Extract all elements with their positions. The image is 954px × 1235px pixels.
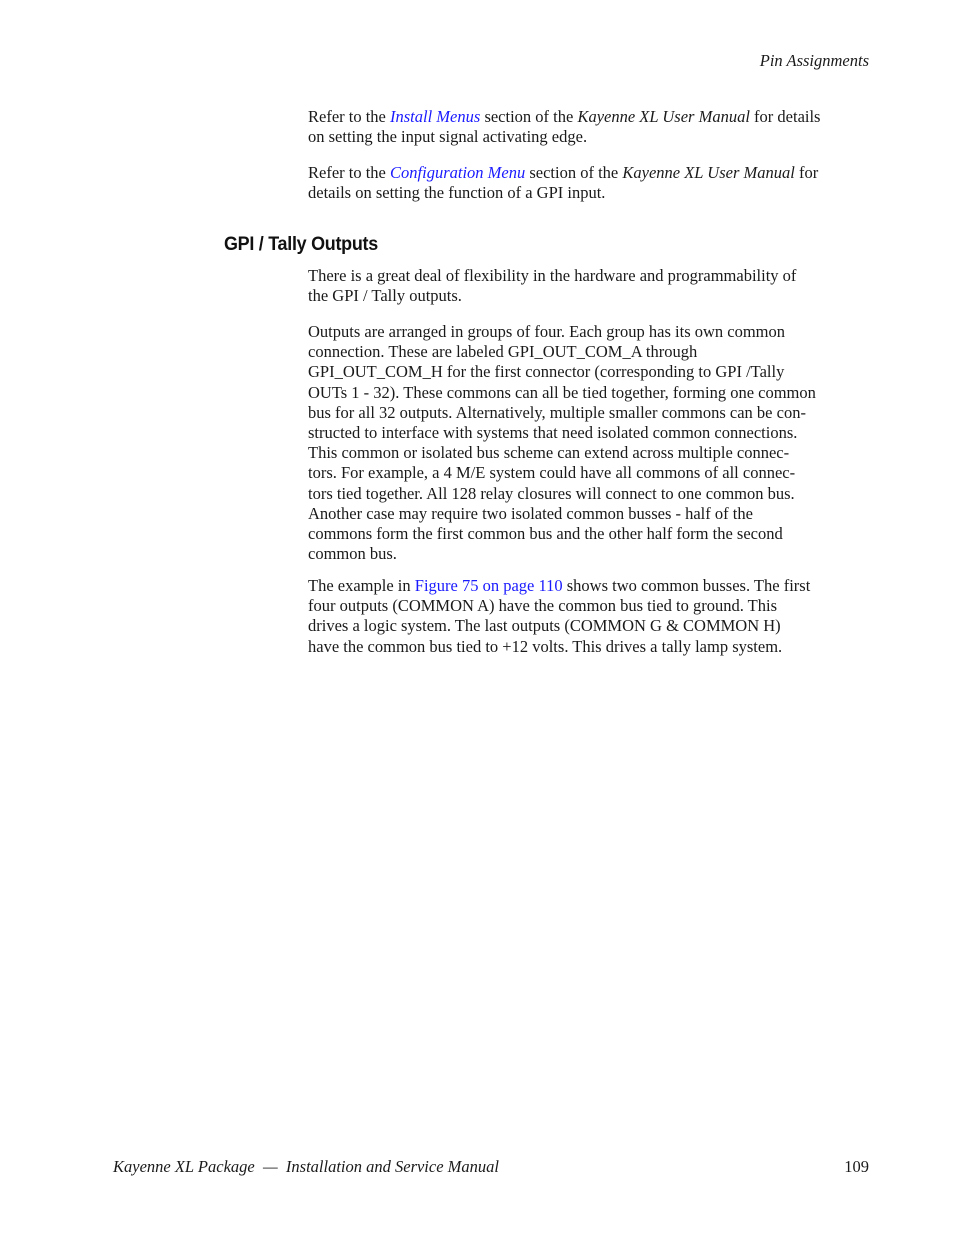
text-line: bus for all 32 outputs. Alternatively, multiple smaller commons can be con- [308, 402, 806, 422]
text: section of the [525, 163, 623, 182]
text-line: structed to interface with systems that need isolated common connections. [308, 423, 798, 443]
figure-75-link[interactable]: Figure 75 on page 110 [414, 576, 563, 595]
text-line: commons form the first common bus and the other half form the second [308, 524, 783, 544]
manual-title: Kayenne XL User Manual [622, 163, 795, 182]
text-line: tors. For example, a 4 M/E system could have all commons of all connec- [308, 463, 796, 483]
text: for [794, 163, 819, 182]
footer-title: Kayenne XL Package — Installation and Service Manual [113, 1157, 499, 1176]
text: The example in [308, 576, 415, 595]
running-header: Pin Assignments [759, 51, 869, 70]
text-line: have the common bus tied to +12 volts. This drives a tally lamp system. [308, 636, 783, 656]
text-line: tors tied together. All 128 relay closures will connect to one common bus. [308, 483, 795, 503]
text-line: OUTs 1 - 32). These commons can all be tied together, forming one common [308, 382, 816, 402]
paragraph-configuration-menu [308, 163, 874, 203]
text-line: the GPI / Tally outputs. [308, 286, 462, 306]
page-number: 109 [844, 1157, 869, 1176]
manual-title: Kayenne XL User Manual [577, 107, 750, 126]
text-line: Outputs are arranged in groups of four. Each group has its own common [308, 322, 786, 341]
text: Refer to the [308, 163, 391, 182]
text: for details [749, 107, 821, 126]
text: section of the [480, 107, 578, 126]
paragraph-outputs-groups [308, 322, 874, 564]
text-line: common bus. [308, 544, 397, 564]
section-heading: GPI / Tally Outputs [224, 233, 378, 255]
text: Refer to the [308, 107, 391, 126]
text-line: connection. These are labeled GPI_OUT_COM_A through [308, 342, 698, 362]
text-line: drives a logic system. The last outputs (COMMON G & COMMON H) [308, 616, 781, 636]
text-line: Another case may require two isolated common busses - half of the [308, 503, 753, 523]
text-line: There is a great deal of flexibility in the hardware and programmability of [308, 266, 797, 285]
text: shows two common busses. The first [562, 576, 811, 595]
text-line: This common or isolated bus scheme can extend across multiple connec- [308, 443, 790, 463]
paragraph-example [308, 576, 874, 657]
paragraph-flexibility [308, 266, 874, 306]
paragraph-install-menus [308, 107, 874, 147]
text-line: four outputs (COMMON A) have the common bus tied to ground. This [308, 596, 777, 616]
install-menus-link[interactable]: Install Menus [390, 107, 481, 126]
text-line: GPI_OUT_COM_H for the first connector (corresponding to GPI /Tally [308, 362, 785, 382]
text-line: details on setting the function of a GPI input. [308, 183, 606, 203]
text-line: on setting the input signal activating edge. [308, 127, 588, 147]
configuration-menu-link[interactable]: Configuration Menu [390, 163, 526, 182]
